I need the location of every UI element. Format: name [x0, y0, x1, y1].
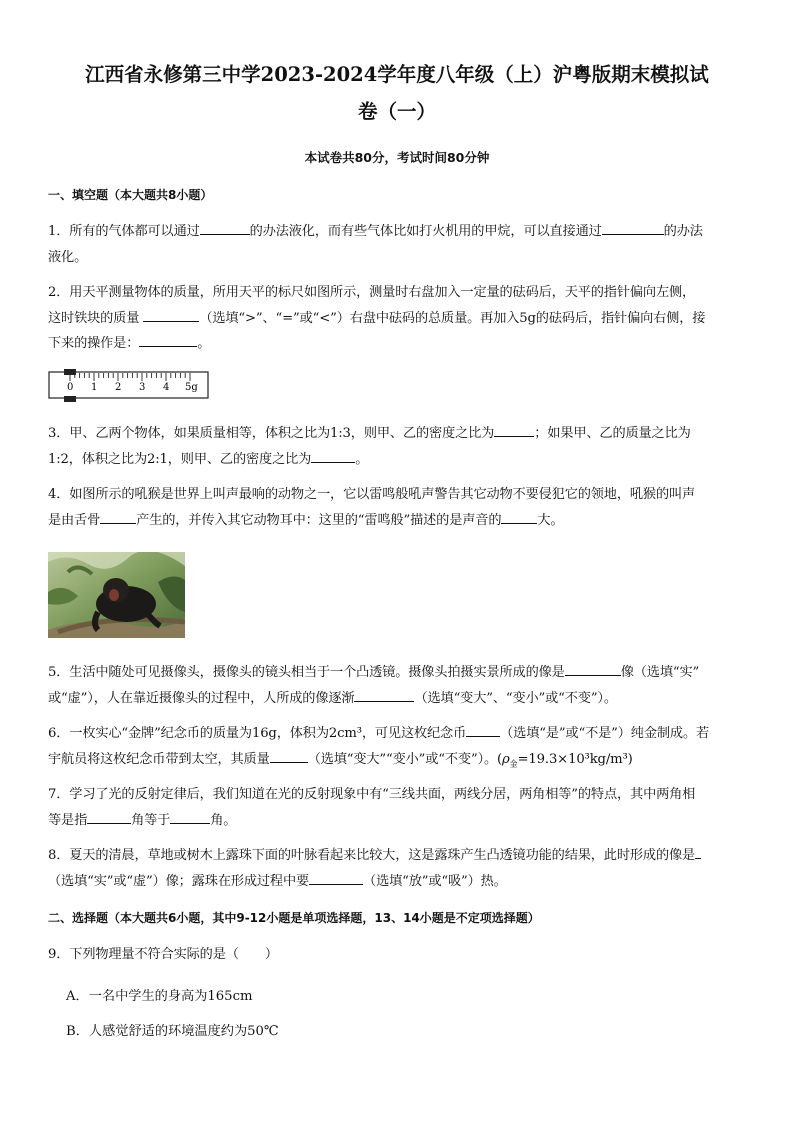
question-9-option-b[interactable]: B．人感觉舒适的环境温度约为50℃	[66, 1024, 279, 1039]
question-7: 7．学习了光的反射定律后，我们知道在光的反射现象中有“三线共面，两线分居，两角相等”的特点，其中两角相 等是指 角等于 角。	[48, 787, 696, 828]
answer-blank	[139, 332, 197, 347]
section-fill-in-heading: 一、填空题（本大题共8小题）	[48, 188, 213, 202]
answer-blank	[200, 220, 250, 235]
answer-blank	[87, 809, 131, 824]
ruler-label: 2	[115, 382, 122, 393]
ruler-label: 0	[67, 382, 74, 393]
title-line-1: 江西省永修第三中学2023-2024学年度八年级（上）沪粤版期末模拟试	[85, 63, 709, 86]
answer-blank	[170, 809, 210, 824]
answer-blank	[354, 687, 414, 702]
answer-blank	[501, 509, 537, 524]
balance-scale-ruler	[48, 369, 210, 402]
ruler-label: 4	[163, 382, 170, 393]
question-5: 5．生活中随处可见摄像头，摄像头的镜头相当于一个凸透镜。摄像头拍摄实景所成的像是 像（选填“实” 或“虚”），人在靠近摄像头的过程中，人所成的像逐渐 （选填“变大”、“变小”或“不变”）。	[48, 660, 748, 711]
ruler-label: 5g	[185, 382, 198, 393]
question-8: 8．夏天的清晨，草地或树木上露珠下面的叶脉看起来比较大，这是露珠产生凸透镜功能的结果，此时形成的像是 （选填“实”或“虚”）像；露珠在形成过程中要 （选填“放”或“吸”）热。	[48, 843, 748, 894]
question-4: 4．如图所示的吼猴是世界上叫声最响的动物之一，它以雷鸣般吼声警告其它动物不要侵犯它的领地，吼猴的叫声 是由舌骨 产生的，并传入其它动物耳中：这里的“雷鸣般”描述的是声音的 大。	[48, 487, 696, 528]
answer-blank	[602, 220, 664, 235]
answer-blank	[100, 509, 136, 524]
answer-blank	[565, 661, 621, 676]
answer-blank	[695, 844, 701, 859]
answer-blank	[309, 870, 363, 885]
section-choice-heading: 二、选择题（本大题共6小题，其中9-12小题是单项选择题，13、14小题是不定项选择题）	[48, 911, 540, 925]
question-6: 6．一枚实心“金牌”纪念币的质量为16g，体积为2cm³，可见这枚纪念币 （选填“是”或“不是”）纯金制成。若 宇航员将这枚纪念币带到太空，其质量 （选填“变大”“变小”或“不变”）。$(\rho_金=19.3\times 10^3kg/m^3)$	[48, 721, 748, 777]
answer-blank	[143, 307, 199, 322]
question-2: 2．用天平测量物体的质量，所用天平的标尺如图所示，测量时右盘加入一定量的砝码后，天平的指针偏向左侧， 这时铁块的质量 （选填“>”、“=”或“<”）右盘中砝码的总质量。再加入5g的砝码后，指针偏向右侧，接 下来的操作是： 。	[48, 285, 706, 351]
answer-blank	[311, 448, 355, 463]
question-1: 1．所有的气体都可以通过 的办法液化，而有些气体比如打火机用的甲烷，可以直接通过 的办法 液化。	[48, 219, 748, 270]
page-title	[40, 56, 754, 130]
ruler-label: 3	[139, 382, 146, 393]
question-9-option-a[interactable]: A．一名中学生的身高为165cm	[66, 989, 253, 1004]
question-3: 3．甲、乙两个物体，如果质量相等，体积之比为1:3，则甲、乙的密度之比为 ；如果甲、乙的质量之比为 1:2，体积之比为2:1，则甲、乙的密度之比为 。	[48, 421, 748, 472]
answer-blank	[270, 748, 308, 763]
howler-monkey-photo	[48, 552, 185, 638]
exam-info: 本试卷共80分，考试时间80分钟	[304, 150, 490, 165]
answer-blank	[466, 722, 500, 737]
title-line-2: 卷（一）	[357, 100, 436, 123]
answer-blank	[494, 422, 534, 437]
ruler-label: 1	[91, 382, 98, 393]
question-9: 9．下列物理量不符合实际的是（ ）	[48, 947, 278, 962]
rider-bottom	[64, 396, 76, 402]
